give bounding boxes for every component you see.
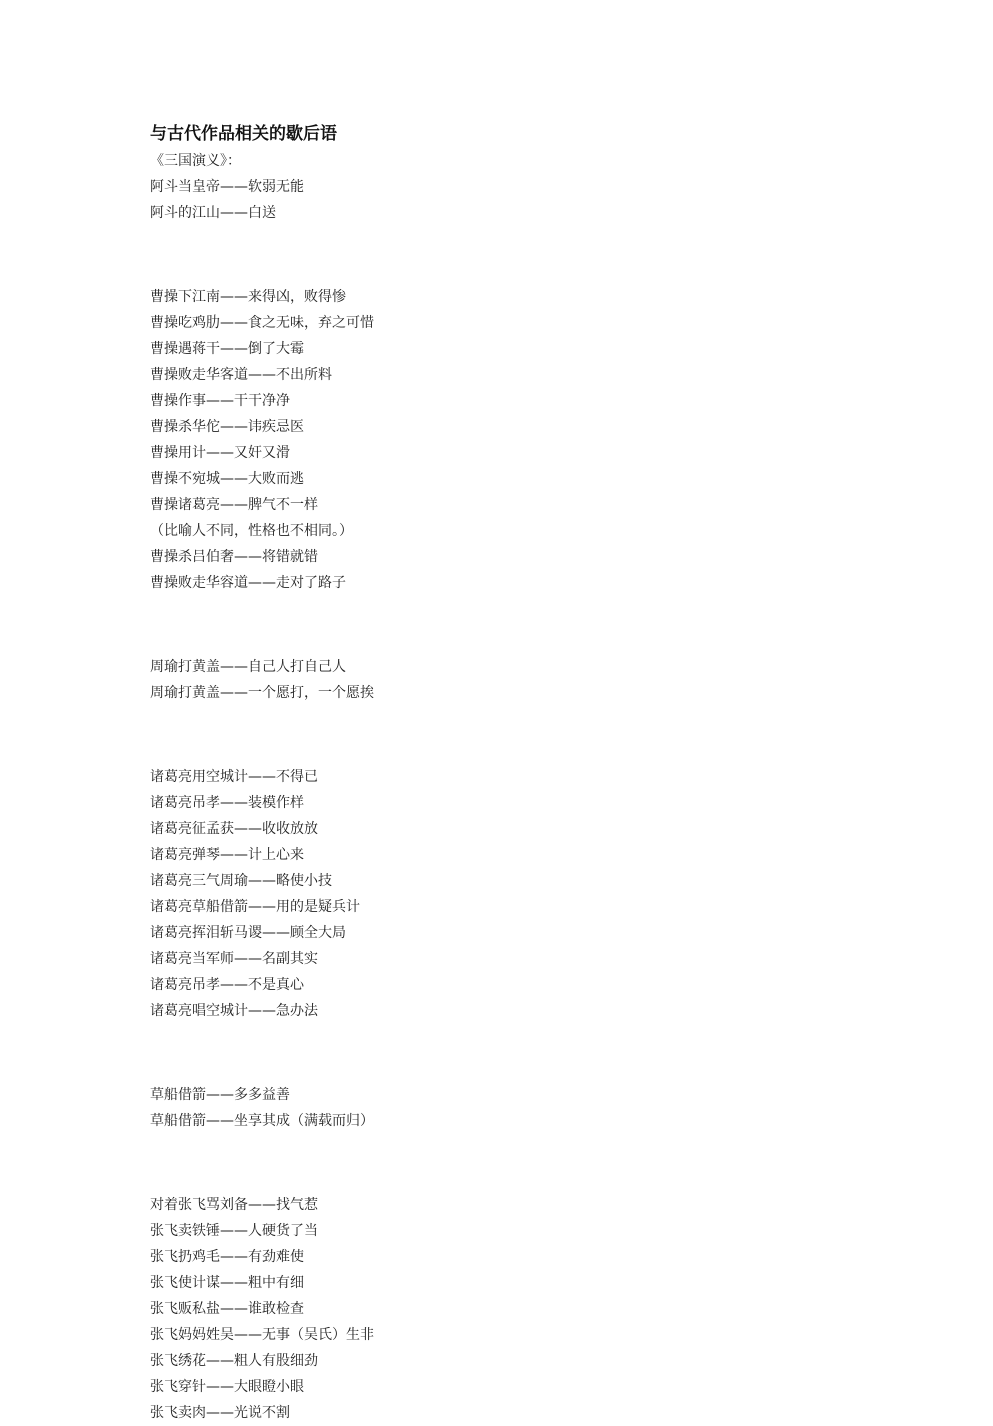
saying-line: 曹操杀吕伯奢——将错就错: [150, 549, 318, 565]
saying-line: 草船借箭——坐享其成（满载而归）: [150, 1113, 374, 1129]
saying-line: 诸葛亮吊孝——不是真心: [150, 977, 304, 993]
saying-line: 张飞使计谋——粗中有细: [150, 1275, 304, 1291]
saying-line: 张飞卖铁锤——人硬货了当: [150, 1223, 318, 1239]
saying-line: 曹操作事——干干净净: [150, 393, 290, 409]
saying-line: 曹操不宛城——大败而逃: [150, 471, 304, 487]
saying-line: 张飞绣花——粗人有股细劲: [150, 1353, 318, 1369]
saying-line: 诸葛亮用空城计——不得已: [150, 769, 318, 785]
saying-line: 曹操杀华佗——讳疾忌医: [150, 419, 304, 435]
saying-line: 草船借箭——多多益善: [150, 1087, 290, 1103]
section-heading: 《三国演义》：: [150, 153, 241, 169]
blank-line: [150, 612, 850, 638]
document-title: 与古代作品相关的歇后语: [150, 124, 337, 144]
saying-line: 张飞妈妈姓吴——无事（吴氏）生非: [150, 1327, 374, 1343]
saying-line: 诸葛亮吊孝——装模作样: [150, 795, 304, 811]
saying-line: 曹操吃鸡肋——食之无味，弃之可惜: [150, 315, 374, 331]
saying-line: 曹操用计——又奸又滑: [150, 445, 290, 461]
saying-line: 诸葛亮征孟获——收收放放: [150, 821, 318, 837]
saying-line: 诸葛亮草船借箭——用的是疑兵计: [150, 899, 360, 915]
saying-line: 张飞扔鸡毛——有劲难使: [150, 1249, 304, 1265]
blank-line: [150, 1040, 850, 1066]
saying-line: 诸葛亮弹琴——计上心来: [150, 847, 304, 863]
saying-line: 诸葛亮当军师——名副其实: [150, 951, 318, 967]
saying-line: 张飞卖肉——光说不割: [150, 1405, 290, 1421]
saying-line: 对着张飞骂刘备——找气惹: [150, 1197, 318, 1213]
saying-line: 诸葛亮唱空城计——急办法: [150, 1003, 318, 1019]
saying-line: 诸葛亮三气周瑜——略使小技: [150, 873, 332, 889]
saying-line: 张飞贩私盐——谁敢检查: [150, 1301, 304, 1317]
saying-line: 诸葛亮挥泪斩马谡——顾全大局: [150, 925, 346, 941]
saying-line: 曹操下江南——来得凶，败得惨: [150, 289, 346, 305]
saying-line: 曹操诸葛亮——脾气不一样: [150, 497, 318, 513]
document-page: [150, 120, 850, 1426]
saying-line: 阿斗当皇帝——软弱无能: [150, 179, 304, 195]
blank-line: [150, 242, 850, 268]
saying-line: 曹操败走华容道——走对了路子: [150, 575, 346, 591]
saying-line: 周瑜打黄盖——一个愿打，一个愿挨: [150, 685, 374, 701]
blank-line: [150, 1150, 850, 1176]
saying-list: [150, 148, 850, 1426]
saying-line: 曹操遇蒋干——倒了大霉: [150, 341, 304, 357]
saying-line: 曹操败走华客道——不出所料: [150, 367, 332, 383]
blank-line: [150, 722, 850, 748]
saying-line: 张飞穿针——大眼瞪小眼: [150, 1379, 304, 1395]
saying-line: 周瑜打黄盖——自己人打自己人: [150, 659, 346, 675]
saying-line: （比喻人不同，性格也不相同。）: [150, 523, 353, 539]
saying-line: 阿斗的江山——白送: [150, 205, 276, 221]
